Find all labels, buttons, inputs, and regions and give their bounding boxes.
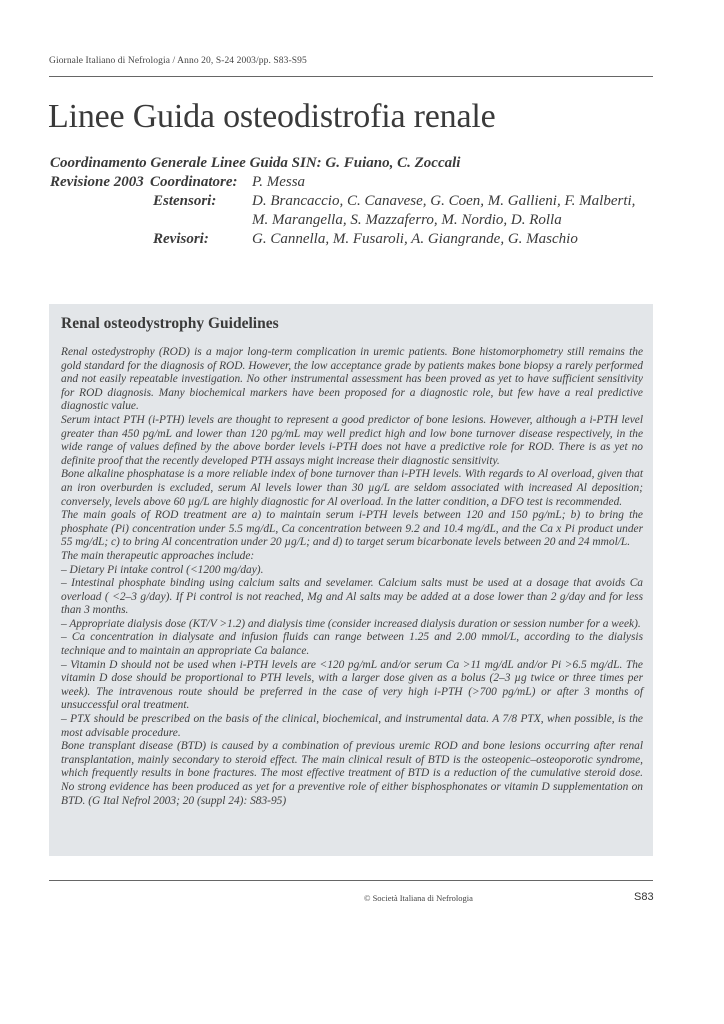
abstract-list-item: – Vitamin D should not be used when i-PTH levels are <120 pg/mL and/or serum Ca >11 mg/dL and/or Pi >6.5 mg/dL. The vitamin D dose should be proportional to PTH levels, with a larger dose given as a bolus (2–3 µg twice or three times per week). The intravenous route should be preferred in the case of very high i-PTH (>700 pg/mL) or after 3 months of unsuccessful oral treatment. [61,658,643,712]
footer-rule [49,880,653,881]
coordinator-label: Coordinatore: [150,174,238,190]
page-number: S83 [634,891,654,903]
abstract-list-item: – Dietary Pi intake control (<1200 mg/day). [61,563,264,576]
abstract-paragraph: Bone alkaline phosphatase is a more reliable index of bone turnover than i-PTH levels. With regards to Al overload, given that an iron overburden is excluded, serum Al levels lower than 30 µg/L are seldom associated with increased Al deposition; conversely, levels above 60 µg/L are highly diagnostic for Al overload. In the latter condition, a DFO test is recommended. [61,468,643,508]
reviewers-value: G. Cannella, M. Fusaroli, A. Giangrande, G. Maschio [252,231,578,247]
abstract-paragraph: The main goals of ROD treatment are a) to maintain serum i-PTH levels between 120 and 150 pg/mL; b) to bring the phosphate (Pi) concentration under 5.5 mg/dL, Ca concentration between 9.2 and 10.4 mg/dL, and the Ca x Pi product under 55 mg/dL; c) to bring Al concentration under 20 µg/L; and d) to target serum bicarbonate levels between 20 and 24 mmol/L. [61,509,643,549]
coordination-line: Coordinamento Generale Linee Guida SIN: G. Fuiano, C. Zoccali [50,155,461,171]
header-rule [49,76,653,77]
abstract-list-item: – Ca concentration in dialysate and infusion fluids can range between 1.25 and 2.00 mmol/L, according to the dialysis technique and to maintain an appropriate Ca balance. [61,631,643,658]
abstract-list-item: – Intestinal phosphate binding using calcium salts and sevelamer. Calcium salts must be used at a dosage that avoids Ca overload ( <2–3 g/day). If Pi control is not reached, Mg and Al salts may be added at a dose lower than 2 g/day and for less than 3 months. [61,577,643,617]
abstract-body [61,346,643,808]
reviewers-line [50,230,670,249]
abstract-paragraph: Bone transplant disease (BTD) is caused by a combination of previous uremic ROD and bone lesions occurring after renal transplantation, mainly secondary to steroid effect. The main clinical result of BTD is the osteopenic–osteoporotic syndrome, which frequently results in bone fractures. The most effective treatment of BTD is a reduction of the cumulative steroid dose. No strong evidence has been produced as yet for a preventive role of either bisphosphonates or vitamin D supplementation on BTD. (G Ital Nefrol 2003; 20 (suppl 24): S83-95) [61,740,643,807]
article-title: Linee Guida osteodistrofia renale [48,98,496,135]
coordinator-line [50,173,670,192]
footer-copyright: © Società Italiana di Nefrologia [364,893,473,903]
revision-label: Revisione 2003 [50,174,144,190]
authors-value-2: M. Marangella, S. Mazzaferro, M. Nordio, D. Rolla [252,212,562,228]
authors-line [50,192,670,211]
abstract-list-item: – PTX should be prescribed on the basis of the clinical, biochemical, and instrumental data. A 7/8 PTX, when possible, is the most advisable procedure. [61,713,643,739]
authors-line-continued [50,211,670,230]
abstract-paragraph: Serum intact PTH (i-PTH) levels are thought to represent a good predictor of bone lesions. However, although a i-PTH level greater than 450 pg/mL and lower than 120 pg/mL may well predict high and low bone turnover disease respectively, in the wide range of values defined by the above border levels i-PTH does not have a predictive role for ROD. There is as yet no definite proof that the recently developed PTH assays might increase their diagnostic sensitivity. [61,413,643,467]
authors-label: Estensori: [153,193,217,209]
reviewers-label: Revisori: [153,231,209,247]
coordinator-value: P. Messa [252,174,306,190]
credits-block [50,154,670,249]
authors-value-1: D. Brancaccio, C. Canavese, G. Coen, M. Gallieni, F. Malberti, [252,193,636,209]
abstract-box [49,304,653,856]
abstract-list-item: – Appropriate dialysis dose (KT/V >1.2) and dialysis time (consider increased dialysis duration or session number for a week). [61,617,641,630]
abstract-paragraph: The main therapeutic approaches include: [61,549,255,562]
abstract-heading: Renal osteodystrophy Guidelines [61,315,279,332]
abstract-paragraph: Renal ostedystrophy (ROD) is a major long-term complication in uremic patients. Bone histomorphometry still remains the gold standard for the diagnosis of ROD. However, the low acceptance grade by patients makes bone biopsy a rarely performed and not easily repeatable investigation. No other instrumental assessment has been proved as yet to have sufficient sensitivity for ROD diagnosis. Many biochemical markers have been proposed for a diagnostic role, but few have a real predictive diagnostic value. [61,346,643,413]
running-header: Giornale Italiano di Nefrologia / Anno 20, S-24 2003/pp. S83-S95 [49,56,307,66]
